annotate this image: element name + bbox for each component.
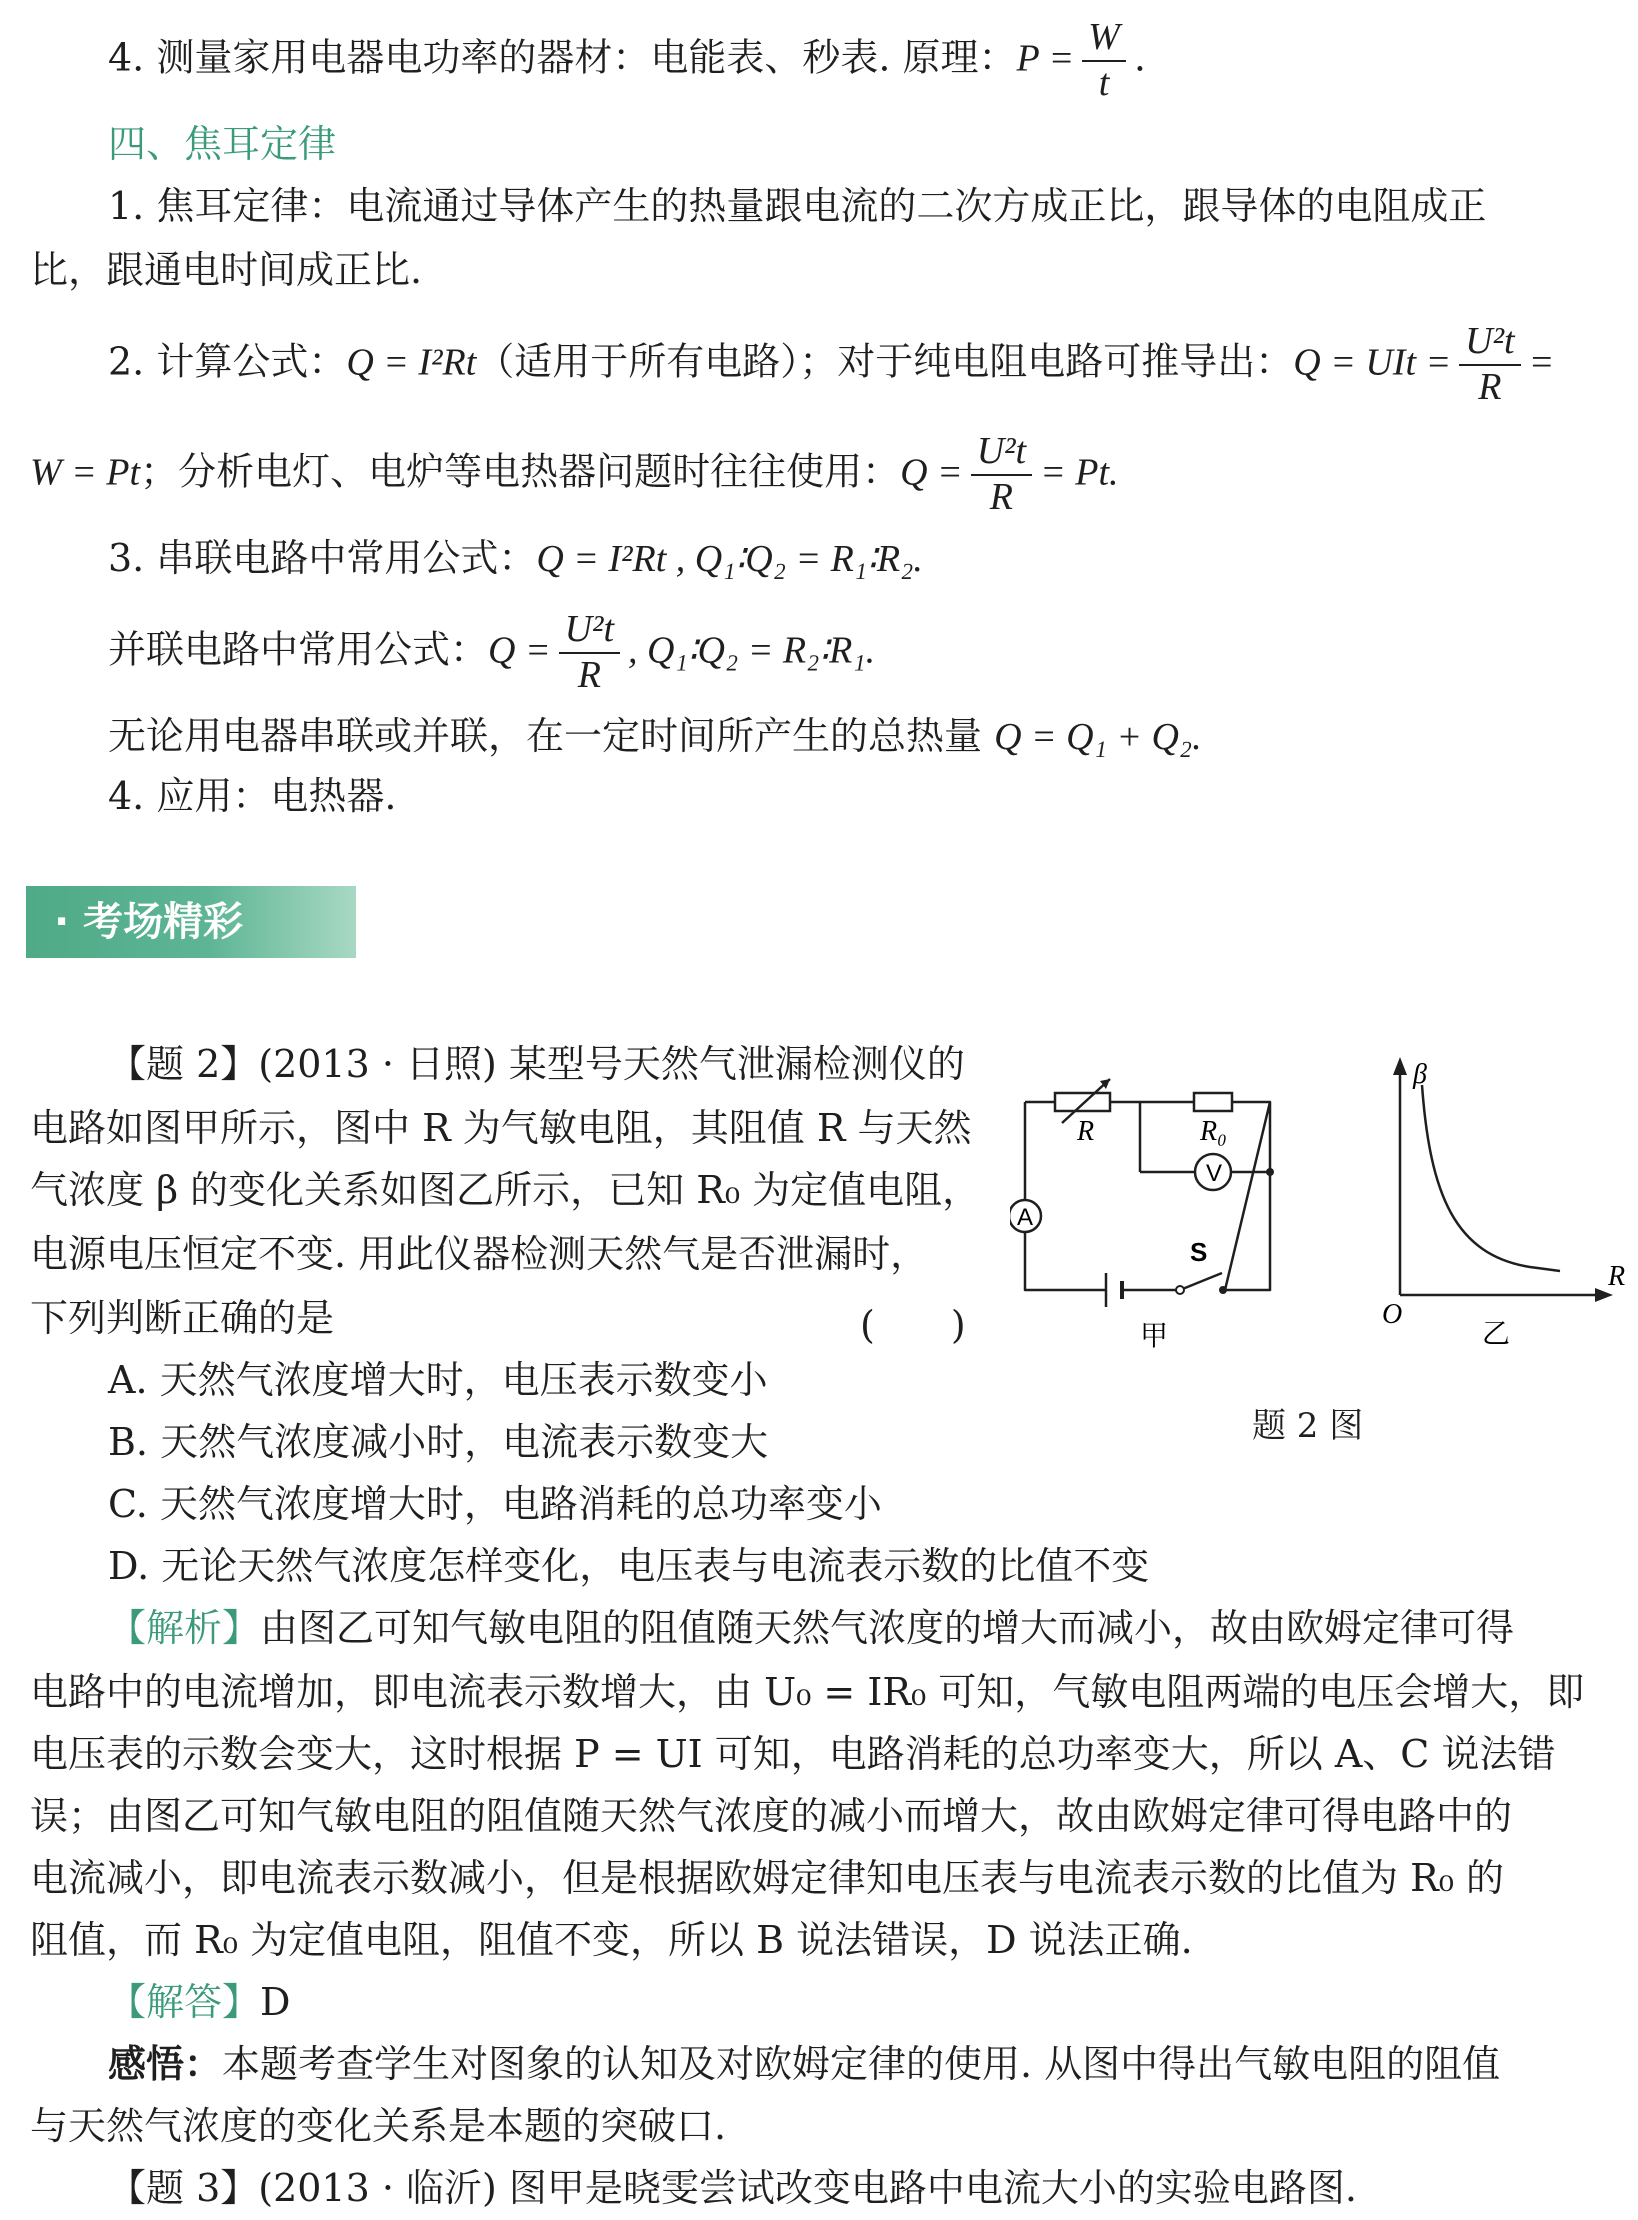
item2-line2-fraction bbox=[971, 432, 1032, 518]
axis-x-R: R bbox=[1608, 1261, 1626, 1292]
power-measure-text: 4. 测量家用电器电功率的器材：电能表、秒表. 原理： bbox=[108, 35, 1017, 80]
q2-line4: 电源电压恒定不变. 用此仪器检测天然气是否泄漏时， bbox=[30, 1232, 929, 1276]
item2-line2-lhs: Q = bbox=[900, 451, 963, 494]
analysis-line1 bbox=[108, 1604, 1514, 1652]
option-d: D. 无论天然气浓度怎样变化，电压表与电流表示数的比值不变 bbox=[108, 1544, 1150, 1588]
exam-highlight-banner: · 考场精彩 bbox=[26, 886, 356, 958]
analysis-text-1: 由图乙可知气敏电阻的阻值随天然气浓度的增大而减小，故由欧姆定律可得 bbox=[260, 1606, 1515, 1650]
joule-item4: 4. 应用：电热器. bbox=[108, 774, 397, 818]
parallel-frac-den: R bbox=[577, 653, 601, 696]
parallel-frac-num: U²t bbox=[559, 610, 620, 654]
analysis-line2: 电路中的电流增加，即电流表示数增大，由 U₀ = IR₀ 可知，气敏电阻两端的电压会增大，即 bbox=[30, 1670, 1585, 1714]
power-measure-line bbox=[108, 18, 1146, 104]
label-A: A bbox=[1017, 1204, 1034, 1231]
total-text: 无论用电器串联或并联，在一定时间所产生的总热量 bbox=[108, 714, 995, 758]
power-tail: . bbox=[1133, 35, 1146, 80]
answer-tag: 【解答】 bbox=[108, 1980, 261, 2024]
insight-text-1: 本题考查学生对图象的认知及对欧姆定律的使用. 从图中得出气敏电阻的阻值 bbox=[222, 2042, 1501, 2086]
item2-formula2: Q = UIt = bbox=[1293, 341, 1452, 384]
option-a: A. 天然气浓度增大时，电压表示数变小 bbox=[108, 1358, 768, 1402]
joule-item2-line1 bbox=[108, 322, 1554, 408]
label-jia: 甲 bbox=[1140, 1319, 1169, 1352]
power-frac-den: t bbox=[1098, 61, 1110, 104]
item2-line2-text: ；分析电灯、电炉等电热器问题时往往使用： bbox=[140, 449, 901, 494]
answer-paren: ( ) bbox=[860, 1303, 966, 1347]
analysis-tag: 【解析】 bbox=[108, 1606, 261, 1650]
q2-figure bbox=[1010, 1045, 1630, 1450]
insight-line2: 与天然气浓度的变化关系是本题的突破口. bbox=[30, 2104, 727, 2148]
item2-frac-den: R bbox=[1478, 365, 1502, 408]
answer-value: D bbox=[260, 1980, 291, 2024]
answer-line bbox=[108, 1978, 290, 2026]
parallel-fraction bbox=[559, 610, 620, 696]
option-b: B. 天然气浓度减小时，电流表示数变大 bbox=[108, 1420, 769, 1464]
item2-text: 2. 计算公式： bbox=[108, 339, 347, 384]
item3-text: 3. 串联电路中常用公式： bbox=[108, 536, 537, 580]
total-formula: Q = Q₁ + Q₂. bbox=[994, 716, 1202, 758]
label-R: R bbox=[1077, 1116, 1095, 1147]
insight-tag: 感悟： bbox=[108, 2041, 223, 2086]
parallel-text: 并联电路中常用公式： bbox=[108, 627, 489, 672]
parallel-rhs: , Q₁∶Q₂ = R₂∶R₁. bbox=[628, 629, 876, 672]
item2-line2-frac-num: U²t bbox=[971, 432, 1032, 476]
item2-mid: （适用于所有电路）；对于纯电阻电路可推导出： bbox=[476, 339, 1294, 384]
section-title: 四、焦耳定律 bbox=[108, 122, 337, 166]
item2-line2-rhs: = Pt. bbox=[1040, 451, 1119, 494]
parallel-line bbox=[108, 610, 875, 696]
item2-line2-frac-den: R bbox=[989, 475, 1013, 518]
figure-caption: 题 2 图 bbox=[1252, 1406, 1364, 1446]
total-heat-line bbox=[108, 712, 1202, 761]
item3-formula: Q = I²Rt , Q₁∶Q₂ = R₁∶R₂. bbox=[536, 538, 923, 580]
axis-origin: O bbox=[1382, 1299, 1403, 1330]
analysis-line3: 电压表的示数会变大，这时根据 P = UI 可知，电路消耗的总功率变大，所以 A、C 说法错 bbox=[30, 1732, 1556, 1776]
q2-line1: 【题 2】(2013 · 日照) 某型号天然气泄漏检测仪的 bbox=[108, 1042, 965, 1086]
label-yi: 乙 bbox=[1482, 1317, 1511, 1350]
q3-line1: 【题 3】(2013 · 临沂) 图甲是晓雯尝试改变电路中电流大小的实验电路图. bbox=[108, 2166, 1358, 2210]
option-c: C. 天然气浓度增大时，电路消耗的总功率变小 bbox=[108, 1482, 882, 1526]
q2-line2: 电路如图甲所示，图中 R 为气敏电阻，其阻值 R 与天然 bbox=[30, 1106, 972, 1150]
item2-frac-num: U²t bbox=[1459, 322, 1520, 366]
q2-line5: 下列判断正确的是 bbox=[30, 1296, 335, 1340]
label-V: V bbox=[1206, 1160, 1223, 1187]
q2-line3: 气浓度 β 的变化关系如图乙所示，已知 R₀ 为定值电阻， bbox=[30, 1168, 981, 1212]
analysis-line6: 阻值，而 R₀ 为定值电阻，阻值不变，所以 B 说法错误，D 说法正确. bbox=[30, 1918, 1193, 1962]
item2-eq: = bbox=[1528, 341, 1555, 384]
joule-item1-line2: 比，跟通电时间成正比. bbox=[30, 248, 423, 292]
label-S: S bbox=[1190, 1237, 1208, 1267]
joule-item3-line bbox=[108, 534, 923, 583]
insight-line1 bbox=[108, 2040, 1500, 2088]
analysis-line5: 电流减小，即电流表示数减小，但是根据欧姆定律知电压表与电流表示数的比值为 R₀ 的 bbox=[30, 1856, 1505, 1900]
power-formula-lhs: P = bbox=[1016, 37, 1075, 80]
joule-item2-line2 bbox=[30, 432, 1119, 518]
label-R0: R₀ bbox=[1200, 1116, 1227, 1147]
item2-line2-formula: W = Pt bbox=[30, 451, 141, 494]
joule-item1-line1: 1. 焦耳定律：电流通过导体产生的热量跟电流的二次方成正比，跟导体的电阻成正 bbox=[108, 184, 1487, 228]
item2-fraction bbox=[1459, 322, 1520, 408]
analysis-line4: 误；由图乙可知气敏电阻的阻值随天然气浓度的减小而增大，故由欧姆定律可得电路中的 bbox=[30, 1794, 1513, 1838]
power-fraction bbox=[1082, 18, 1126, 104]
item2-formula: Q = I²Rt bbox=[346, 341, 477, 384]
axis-y-beta: β bbox=[1413, 1059, 1427, 1090]
power-frac-num: W bbox=[1082, 18, 1126, 62]
parallel-lhs: Q = bbox=[488, 629, 551, 672]
